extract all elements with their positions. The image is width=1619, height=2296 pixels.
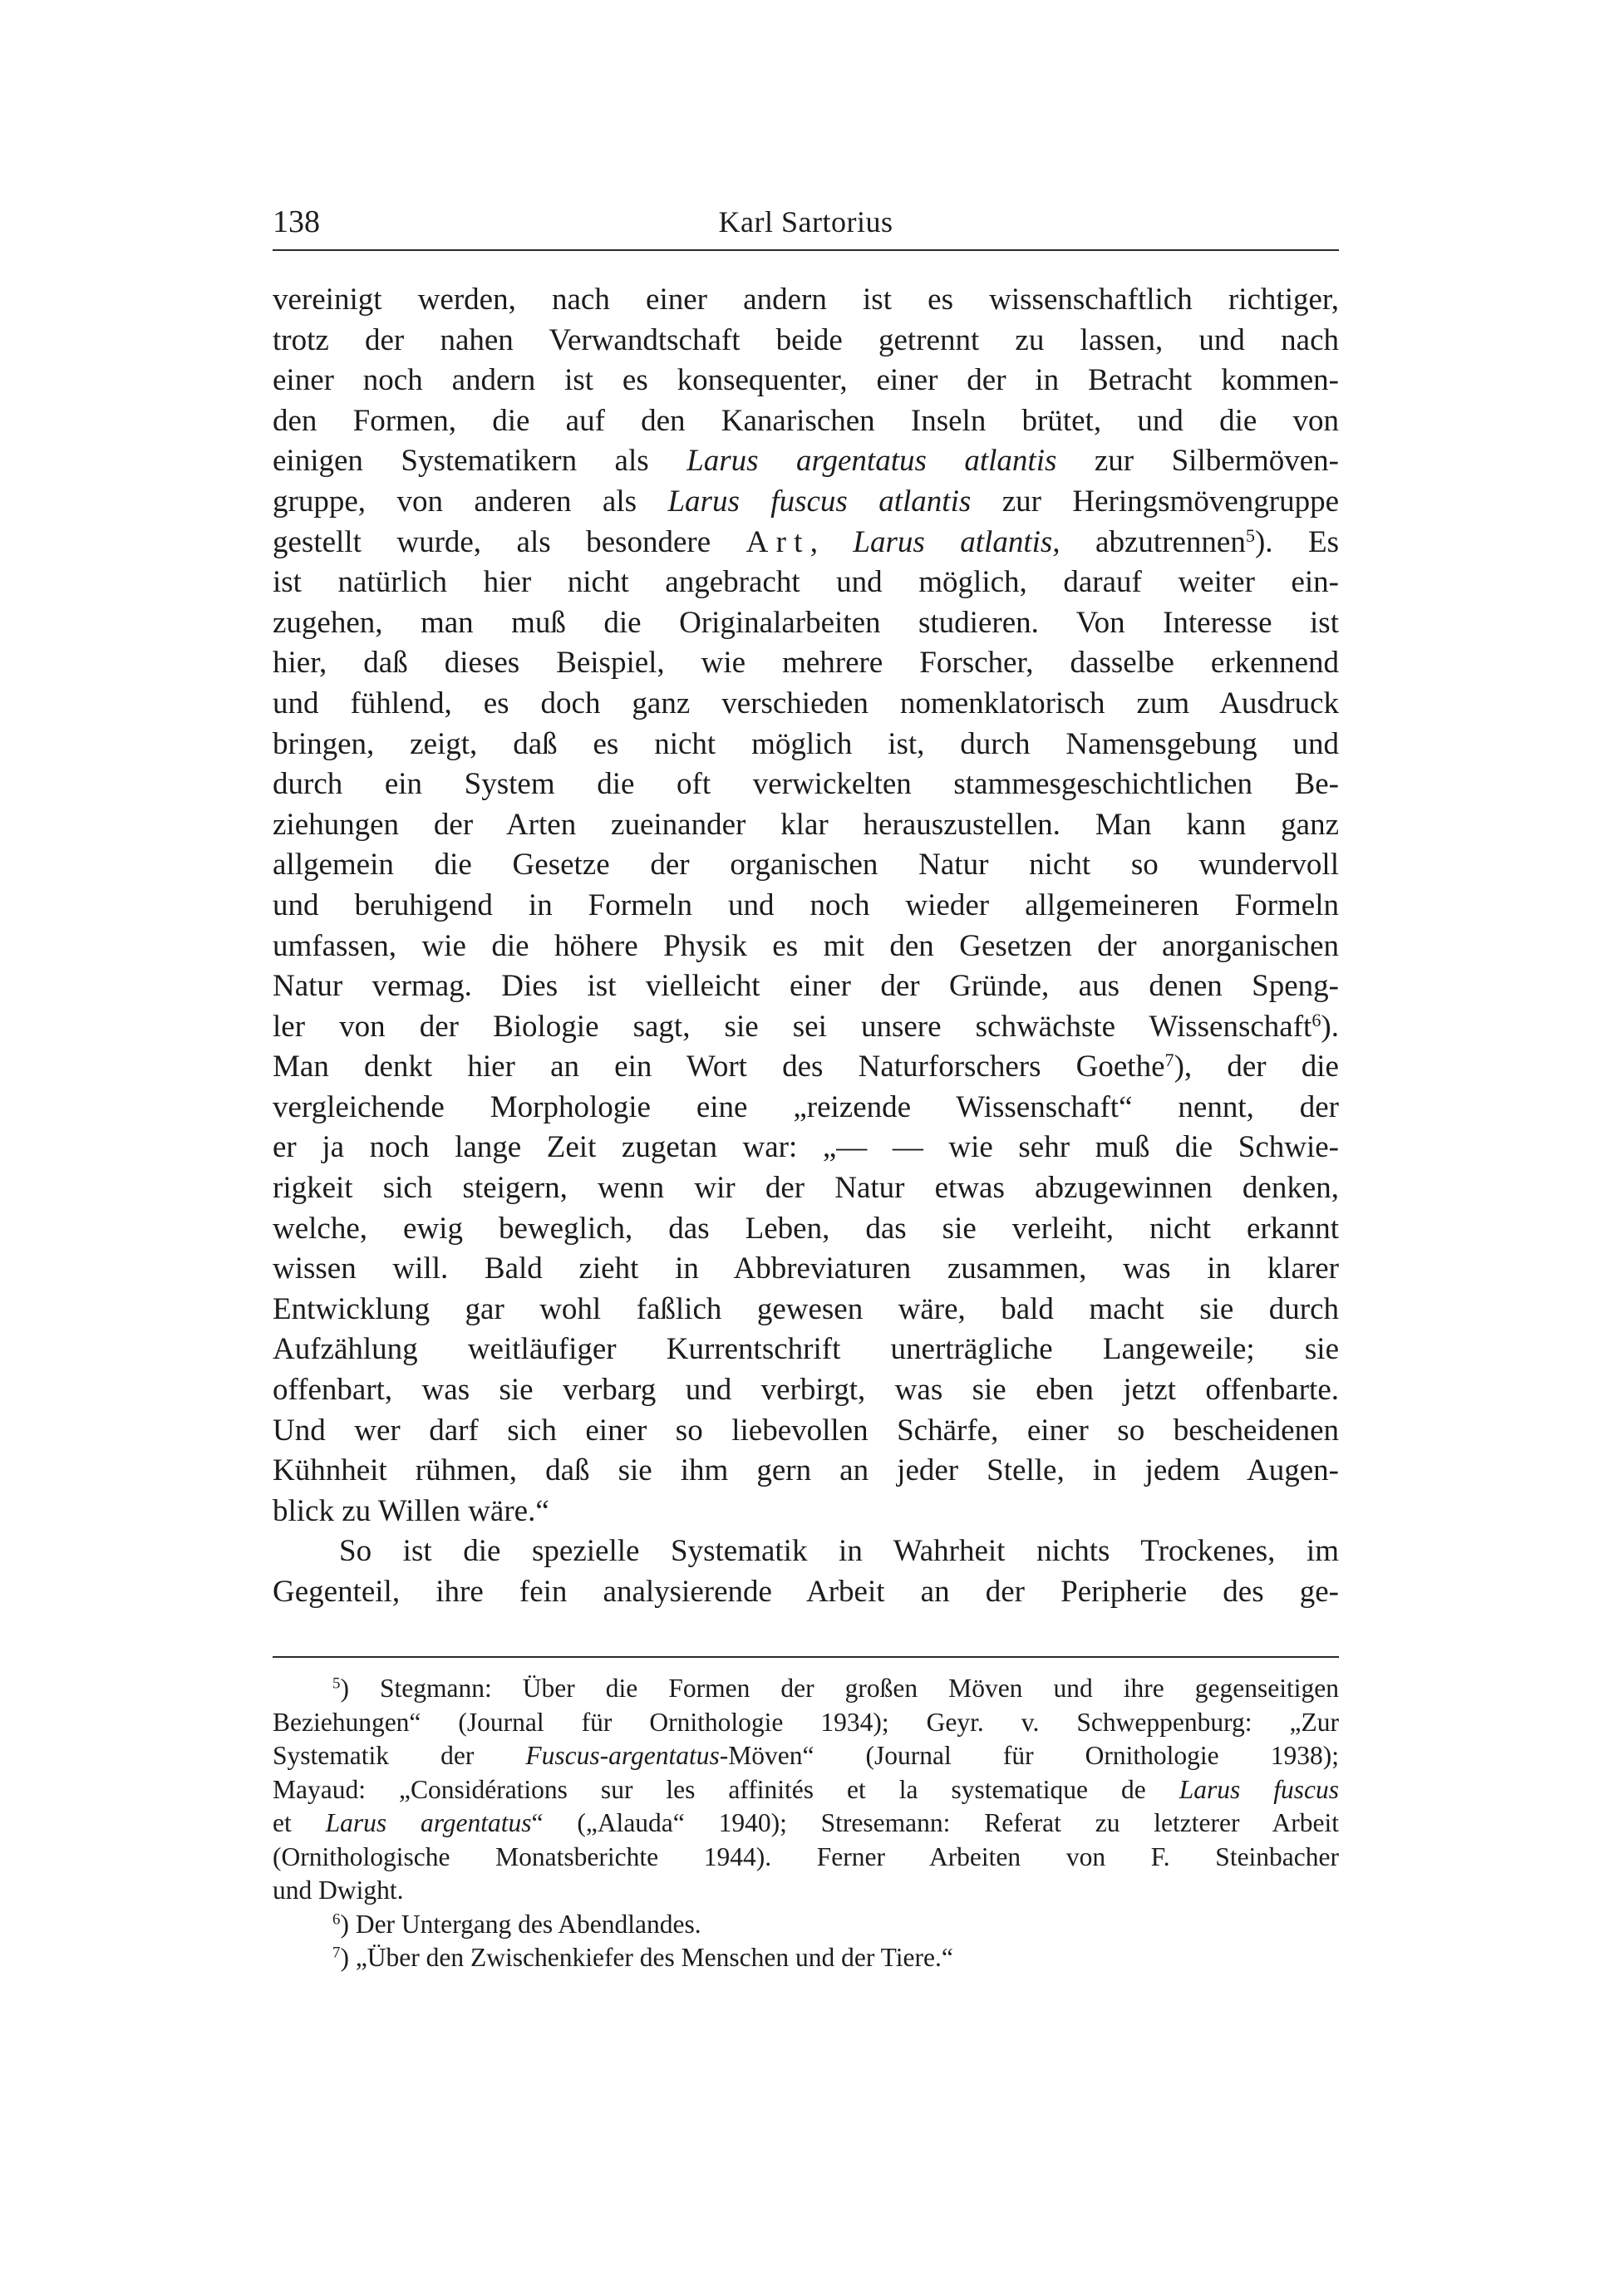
- text-run: zur Silbermöven-: [1056, 444, 1339, 479]
- text-line: den Formen, die auf den Kanarischen Inseln brütet, und die von: [273, 403, 1339, 438]
- text-line: [273, 523, 1339, 563]
- text-line: [273, 1047, 1339, 1088]
- running-head: Karl Sartorius: [718, 205, 893, 238]
- text-line: ziehungen der Arten zueinander klar herauszustellen. Man kann ganz: [273, 807, 1339, 842]
- footnote-text: ) „Über den Zwischenkiefer des Menschen und der Tiere.“: [340, 1943, 953, 1972]
- footnote-mark: 6: [332, 1910, 341, 1929]
- footnote-line: Beziehungen“ (Journal für Ornithologie 1934); Geyr. v. Schweppenburg: „Zur: [273, 1707, 1339, 1737]
- text-run: ,: [810, 524, 854, 559]
- text-run: ). Es: [1254, 524, 1339, 559]
- footnote-rule: [273, 1656, 1339, 1658]
- text-line: einer noch andern ist es konsequenter, einer der in Betracht kommen-: [273, 363, 1339, 398]
- text-line: blick zu Willen wäre.“: [273, 1493, 549, 1528]
- text-run: Systematik der: [273, 1741, 526, 1770]
- text-line: wissen will. Bald zieht in Abbreviaturen zusammen, was in klarer: [273, 1251, 1339, 1286]
- footnote-text: ) Stegmann: Über die Formen der großen Möven und ihre gegenseitigen: [340, 1674, 1339, 1703]
- text-line: vereinigt werden, nach einer andern ist es wissenschaftlich richtiger,: [273, 283, 1339, 317]
- footnotes: [273, 1672, 1339, 1975]
- text-line: trotz der nahen Verwandtschaft beide getrennt zu lassen, und nach: [273, 322, 1339, 357]
- text-run: gestellt wurde, als besondere: [273, 524, 746, 559]
- footnote-line: [273, 1807, 1339, 1841]
- text-line: Entwicklung gar wohl faßlich gewesen wäre, bald macht sie durch: [273, 1291, 1339, 1326]
- text-run: et: [273, 1808, 326, 1837]
- text-line: vergleichende Morphologie eine „reizende Wissenschaft“ nennt, der: [273, 1089, 1339, 1124]
- footnote-ref: 5: [1245, 524, 1255, 546]
- footnote-ref: 6: [1311, 1009, 1321, 1030]
- footnote-6: [273, 1908, 1339, 1942]
- footnote-line: [273, 1739, 1339, 1773]
- footnote-mark: 7: [332, 1944, 341, 1962]
- species-name: Larus fuscus atlantis: [667, 484, 972, 519]
- text-line: Gegenteil, ihre fein analysierende Arbeit an der Peripherie des ge-: [273, 1575, 1339, 1609]
- text-line: umfassen, wie die höhere Physik es mit den Gesetzen der anorganischen: [273, 928, 1339, 963]
- spaced-word: Art: [746, 524, 810, 559]
- text-run: gruppe, von anderen als: [273, 484, 668, 519]
- text-line: hier, daß dieses Beispiel, wie mehrere Forscher, dasselbe erkennend: [273, 646, 1339, 681]
- text-run: “ („Alauda“ 1940); Stresemann: Referat zu letzterer Arbeit: [531, 1808, 1340, 1837]
- text-line: zugehen, man muß die Originalarbeiten studieren. Von Interesse ist: [273, 605, 1339, 640]
- footnote-ref: 7: [1164, 1050, 1174, 1071]
- text-line: [273, 441, 1339, 482]
- footnote-5: [273, 1672, 1339, 1706]
- text-line: Aufzählung weitläufiger Kurrentschrift unerträgliche Langeweile; sie: [273, 1332, 1339, 1367]
- text-line: allgemein die Gesetze der organischen Natur nicht so wundervoll: [273, 848, 1339, 883]
- text-line: er ja noch lange Zeit zugetan war: „— — wie sehr muß die Schwie-: [273, 1130, 1339, 1165]
- text-line: Kühnheit rühmen, daß sie ihm gern an jeder Stelle, in jedem Augen-: [273, 1453, 1339, 1488]
- footnote-line: und Dwight.: [273, 1876, 404, 1905]
- species-name: Larus argentatus: [325, 1808, 532, 1837]
- footnote-7: [273, 1941, 1339, 1975]
- species-name: Larus argentatus atlantis: [686, 444, 1057, 479]
- text-run: ), der die: [1174, 1050, 1339, 1084]
- text-run: Mayaud: „Considérations sur les affinités et la systematique de: [273, 1774, 1179, 1804]
- page-header: [273, 201, 1339, 243]
- page-number: 138: [273, 204, 320, 239]
- text-line: ist natürlich hier nicht angebracht und möglich, darauf weiter ein-: [273, 565, 1339, 600]
- text-line: durch ein System die oft verwickelten stammesgeschichtlichen Be-: [273, 767, 1339, 802]
- text-run: abzutrennen: [1060, 524, 1246, 559]
- text-run: ler von der Biologie sagt, sie sei unsere schwächste Wissenschaft: [273, 1009, 1312, 1044]
- text-line: und fühlend, es doch ganz verschieden nomenklatorisch zum Ausdruck: [273, 686, 1339, 720]
- text-line: und beruhigend in Formeln und noch wieder allgemeineren Formeln: [273, 887, 1339, 922]
- text-run: Man denkt hier an ein Wort des Naturforschers Goethe: [273, 1050, 1165, 1084]
- footnote-line: [273, 1773, 1339, 1807]
- species-name: Fuscus-argentatus: [525, 1741, 720, 1770]
- text-run: einigen Systematikern als: [273, 444, 687, 479]
- paragraph-start: So ist die spezielle Systematik in Wahrheit nichts Trockenes, im: [339, 1534, 1339, 1569]
- text-line: welche, ewig beweglich, das Leben, das sie verleiht, nicht erkannt: [273, 1211, 1339, 1246]
- species-name: Larus atlantis,: [853, 524, 1060, 559]
- header-rule: [273, 249, 1339, 251]
- text-line: offenbart, was sie verbarg und verbirgt, was sie eben jetzt offenbarte.: [273, 1373, 1339, 1408]
- body-text: [273, 280, 1339, 1613]
- text-line: [273, 482, 1339, 523]
- footnote-mark: 5: [332, 1674, 341, 1693]
- text-run: -Möven“ (Journal für Ornithologie 1938);: [719, 1741, 1339, 1770]
- species-name: Larus fuscus: [1179, 1774, 1339, 1804]
- text-line: [273, 1007, 1339, 1048]
- text-run: ).: [1321, 1009, 1339, 1044]
- text-run: zur Heringsmövengruppe: [971, 484, 1339, 519]
- text-line: Natur vermag. Dies ist vielleicht einer der Gründe, aus denen Speng-: [273, 969, 1339, 1004]
- footnote-text: ) Der Untergang des Abendlandes.: [340, 1909, 701, 1939]
- text-line: rigkeit sich steigern, wenn wir der Natur etwas abzugewinnen denken,: [273, 1171, 1339, 1206]
- text-line: bringen, zeigt, daß es nicht möglich ist, durch Namensgebung und: [273, 726, 1339, 761]
- footnote-line: (Ornithologische Monatsberichte 1944). Ferner Arbeiten von F. Steinbacher: [273, 1841, 1339, 1871]
- text-line: Und wer darf sich einer so liebevollen Schärfe, einer so bescheidenen: [273, 1413, 1339, 1448]
